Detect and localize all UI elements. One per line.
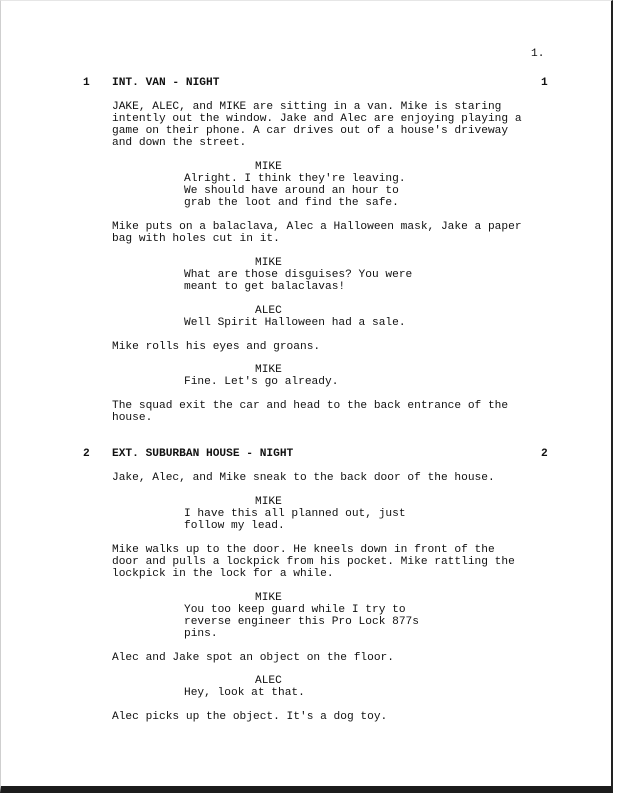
action-line: Mike walks up to the door. He kneels down in front of the (112, 544, 495, 556)
dialogue-line: follow my lead. (184, 520, 285, 532)
scene-heading: INT. VAN - NIGHT (112, 77, 220, 89)
character-name: MIKE (255, 496, 282, 508)
character-name: ALEC (255, 675, 282, 687)
action-line: door and pulls a lockpick from his pocket. Mike rattling the (112, 556, 515, 568)
action-line: house. (112, 412, 153, 424)
character-name: MIKE (255, 592, 282, 604)
scene-number-left: 2 (83, 448, 90, 460)
action-line: Mike rolls his eyes and groans. (112, 341, 321, 353)
dialogue-line: Alright. I think they're leaving. (184, 173, 406, 185)
action-line: game on their phone. A car drives out of a house's driveway (112, 125, 509, 137)
scene-number-left: 1 (83, 77, 90, 89)
action-line: lockpick in the lock for a while. (112, 568, 334, 580)
page-number: 1. (531, 48, 545, 60)
action-line: bag with holes cut in it. (112, 233, 280, 245)
dialogue-line: Well Spirit Halloween had a sale. (184, 317, 406, 329)
action-line: Alec picks up the object. It's a dog toy. (112, 711, 388, 723)
action-line: Mike puts on a balaclava, Alec a Halloween mask, Jake a paper (112, 221, 522, 233)
action-line: and down the street. (112, 137, 247, 149)
action-line: The squad exit the car and head to the back entrance of the (112, 400, 509, 412)
character-name: ALEC (255, 305, 282, 317)
dialogue-line: We should have around an hour to (184, 185, 399, 197)
scene-number-right: 1 (541, 77, 548, 89)
dialogue-line: reverse engineer this Pro Lock 877s (184, 616, 419, 628)
action-line: Alec and Jake spot an object on the floor. (112, 652, 394, 664)
dialogue-line: Hey, look at that. (184, 687, 305, 699)
dialogue-line: grab the loot and find the safe. (184, 197, 399, 209)
dialogue-line: What are those disguises? You were (184, 269, 413, 281)
dialogue-line: I have this all planned out, just (184, 508, 406, 520)
character-name: MIKE (255, 364, 282, 376)
dialogue-line: You too keep guard while I try to (184, 604, 406, 616)
action-line: JAKE, ALEC, and MIKE are sitting in a van. Mike is staring (112, 101, 502, 113)
dialogue-line: meant to get balaclavas! (184, 281, 346, 293)
character-name: MIKE (255, 161, 282, 173)
action-line: Jake, Alec, and Mike sneak to the back door of the house. (112, 472, 495, 484)
scene-number-right: 2 (541, 448, 548, 460)
character-name: MIKE (255, 257, 282, 269)
dialogue-line: Fine. Let's go already. (184, 376, 339, 388)
dialogue-line: pins. (184, 628, 218, 640)
scene-heading: EXT. SUBURBAN HOUSE - NIGHT (112, 448, 294, 460)
action-line: intently out the window. Jake and Alec are enjoying playing a (112, 113, 522, 125)
